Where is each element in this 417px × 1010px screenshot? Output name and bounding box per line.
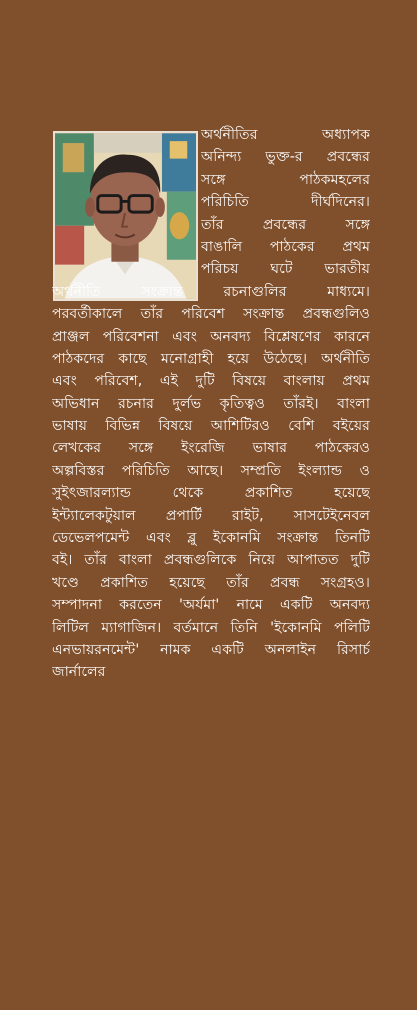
- bio-line: প্রাঞ্জল পরিবেশনা এবং অনবদ্য বিশ্লেষণের কারনে: [52, 328, 370, 345]
- bio-line: বই। তাঁর বাংলা প্রবন্ধগুলিকে নিয়ে আপাতত দুটি: [52, 552, 370, 569]
- bio-line: ডেভেলপমেন্ট এবং ব্লু ইকোনমি সংক্রান্ত তিনটি: [52, 530, 370, 547]
- bio-line: লেখকের সঙ্গে ইংরেজি ভাষার পাঠকেরও: [52, 440, 370, 457]
- bio-line: সঙ্গে পাঠকমহলের: [201, 171, 370, 188]
- bio-line: এনভায়রনমেন্ট' নামক একটি অনলাইন রিসার্চ: [52, 641, 370, 658]
- bio-line: লিটিল ম্যাগাজিন। বর্তমানে তিনি 'ইকোনমি পলিটি: [52, 619, 370, 636]
- bio-line: পরবর্তীকালে তাঁর পরিবেশ সংক্রান্ত প্রবন্ধগুলিও: [52, 306, 370, 323]
- bio-line: সুইৎজারল্যান্ড থেকে প্রকাশিত হয়েছে: [52, 485, 370, 502]
- bio-line: অর্থনীতির অধ্যাপক: [201, 127, 370, 143]
- bio-line: অর্থনীতি সংক্রান্ত রচনাগুলির মাধ্যমে।: [52, 283, 370, 300]
- bio-line: জার্নালের: [52, 664, 106, 681]
- bio-line: ইন্ট্যালেকটুয়াল প্রপার্টি রাইট, সাসটেইনেবল: [52, 507, 370, 524]
- bio-line: সম্পাদনা করতেন 'অর্যমা' নামে একটি অনবদ্য: [52, 597, 370, 614]
- bio-line: পরিচিতি দীর্ঘদিনের।: [201, 194, 370, 211]
- bio-line: ভাষায় বিভিন্ন বিষয়ে আশিটিরও বেশি বইয়ের: [52, 418, 370, 435]
- bio-line: খণ্ডে প্রকাশিত হয়েছে তাঁর প্রবন্ধ সংগ্রহও।: [52, 574, 370, 591]
- bio-line: পরিচয় ঘটে ভারতীয়: [201, 261, 370, 278]
- bio-line: অনিন্দ্য ভুক্ত-র প্রবন্ধের: [201, 149, 370, 166]
- bio-line: এবং পরিবেশ, এই দুটি বিষয়ে বাংলায় প্রথম: [52, 373, 370, 390]
- bio-line: অল্পবিস্তর পরিচিতি আছে। সম্প্রতি ইংল্যান্ড ও: [52, 462, 370, 479]
- bio-line: পাঠকদের কাছে মনোগ্রাহী হয়ে উঠেছে। অর্থনীতি: [52, 350, 370, 367]
- bio-line: তাঁর প্রবন্ধের সঙ্গে: [201, 216, 370, 233]
- bio-line: বাঙালি পাঠকের প্রথম: [201, 238, 370, 255]
- author-bio: [52, 124, 370, 684]
- bio-line: অভিধান রচনার দুর্লভ কৃতিত্বও তাঁরই। বাংলা: [52, 395, 370, 412]
